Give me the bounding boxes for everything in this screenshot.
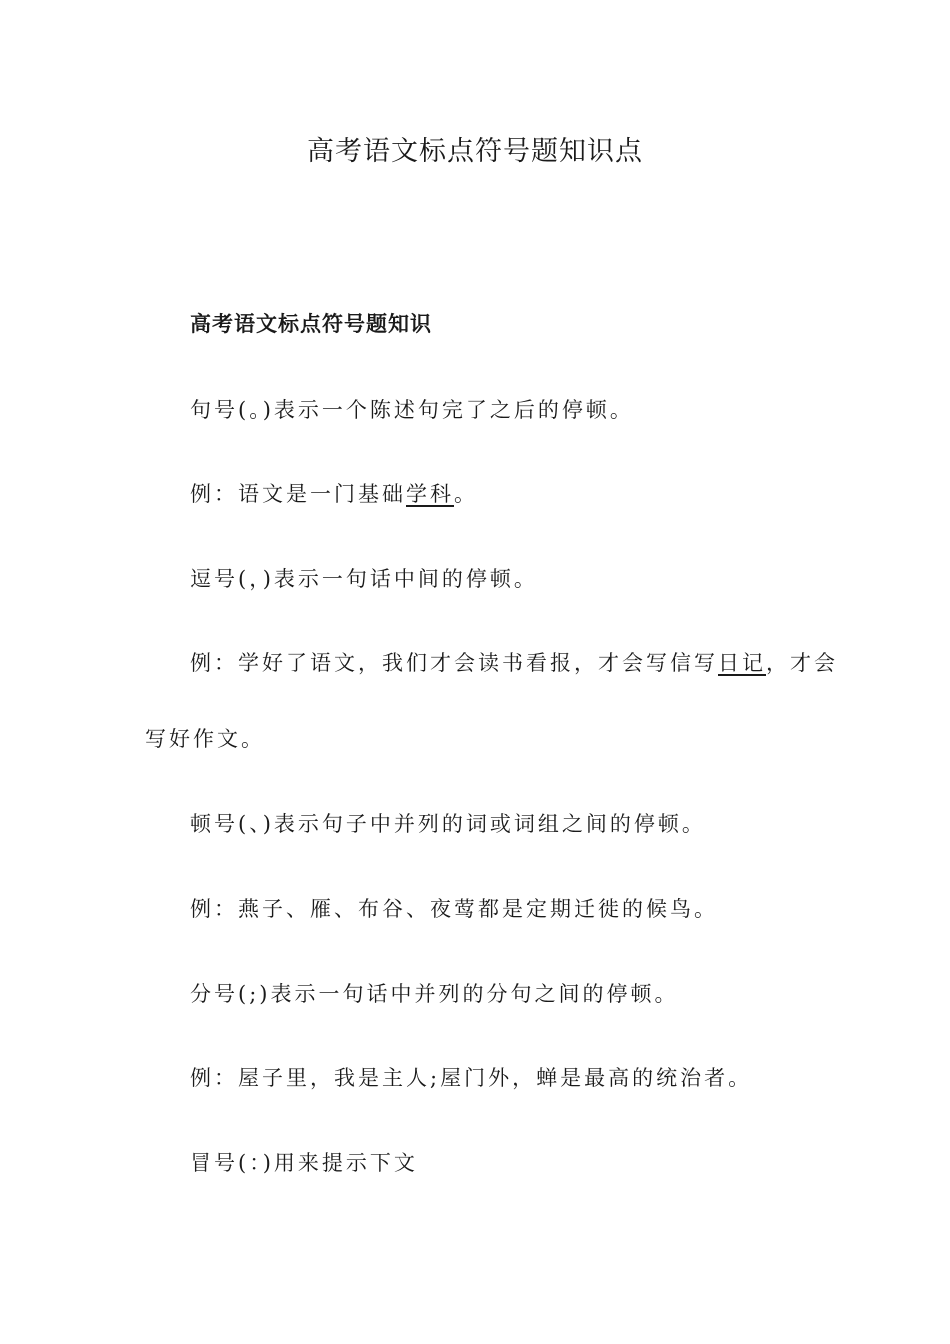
paragraph-dun-rule: 顿号(、)表示句子中并列的词或词组之间的停顿。 bbox=[190, 812, 706, 836]
paragraph-period-example bbox=[190, 478, 478, 510]
paragraph-dun-example: 例：燕子、雁、布谷、夜莺都是定期迁徙的候鸟。 bbox=[190, 897, 718, 921]
underlined-term: 学科 bbox=[406, 482, 454, 506]
example-text: 例：语文是一门基础 bbox=[190, 482, 406, 506]
document-title: 高考语文标点符号题知识点 bbox=[307, 136, 643, 167]
underlined-term: 日记 bbox=[718, 651, 766, 675]
example-text: 例：学好了语文，我们才会读书看报，才会写信写 bbox=[190, 651, 718, 675]
section-heading: 高考语文标点符号题知识 bbox=[190, 311, 432, 336]
paragraph-semicolon-example: 例：屋子里，我是主人;屋门外，蝉是最高的统治者。 bbox=[190, 1066, 753, 1090]
example-text-end: 。 bbox=[454, 482, 478, 506]
paragraph-colon-rule: 冒号(：)用来提示下文 bbox=[190, 1151, 418, 1175]
example-text-end: ，才会 bbox=[766, 651, 838, 675]
paragraph-semicolon-rule: 分号(;)表示一句话中并列的分句之间的停顿。 bbox=[190, 982, 679, 1006]
paragraph-period-rule: 句号(。)表示一个陈述句完了之后的停顿。 bbox=[190, 398, 634, 422]
paragraph-comma-rule: 逗号(，)表示一句话中间的停顿。 bbox=[190, 567, 538, 591]
paragraph-comma-example-continued: 写好作文。 bbox=[145, 727, 265, 751]
paragraph-comma-example bbox=[190, 647, 838, 679]
